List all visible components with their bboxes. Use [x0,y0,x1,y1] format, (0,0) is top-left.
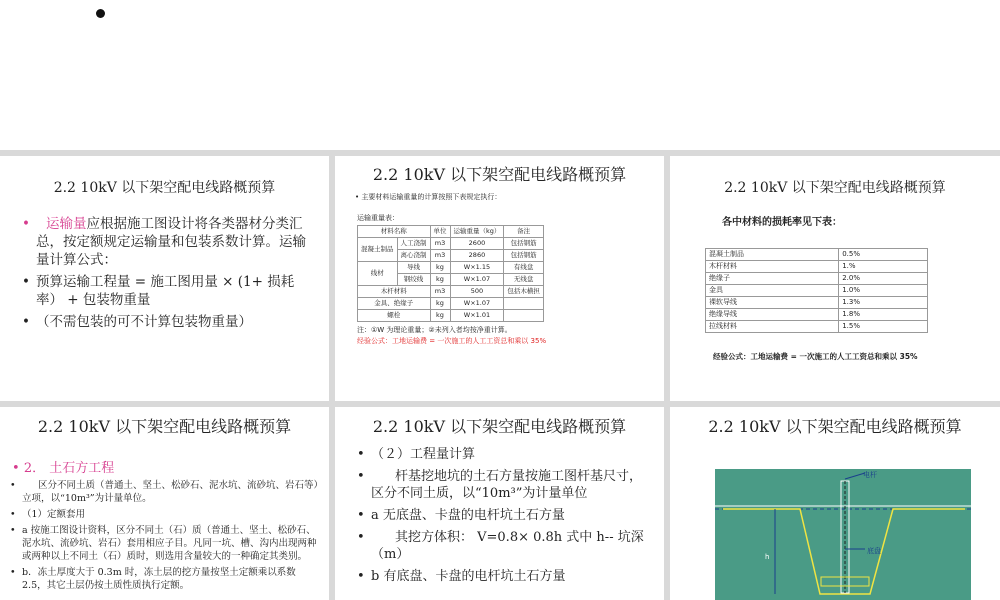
bullet-text: （不需包装的可不计算包装物重量） [36,314,252,330]
table-cell: 1.5% [839,321,928,333]
table-row [706,261,928,273]
bullet-text: 其挖方体积： V=0.8× 0.8h 式中 h-- 坑深（m） [371,530,644,562]
table-cell: 混凝土制品 [706,249,839,261]
table-cell: 1.0% [839,285,928,297]
table-row [358,238,544,250]
table-subtitle: 各中材料的损耗率见下表： [722,217,842,228]
intro-label: 主要材料运输重量的计算按照下表规定执行： [361,193,502,201]
pit-diagram-svg [715,469,971,600]
bullet-item [10,566,321,592]
table-cell: 螺栓 [358,310,431,322]
table-row [358,286,544,298]
table-header-row [358,226,544,238]
base-label: 底盘 [867,547,881,555]
table-cell: m3 [430,286,450,298]
slide-thumbnail-1[interactable] [0,156,329,401]
table-cell [504,310,544,322]
table-row [706,249,928,261]
bullet-text: b．冻土厚度大于 0.3m 时，冻土层的挖方量按坚土定额乘以系数 2.5，其它土层仍按土质性质执行定额。 [22,567,296,591]
table-note: 注：①W 为理论重量；②未列入者均按净重计算。 [357,326,512,334]
bullet-item [355,468,654,502]
table-cell: 木杆材料 [706,261,839,273]
header-cell: 备注 [504,226,544,238]
slide-title: 2.2 10kV 以下架空配电线路概预算 [37,417,292,436]
table-cell: 0.5% [839,249,928,261]
slide-title: 2.2 10kV 以下架空配电线路概预算 [708,417,962,436]
table-cell: kg [430,298,450,310]
bullet-text: a 按施工图设计资料，区分不同土（石）质（普通土、坚土、松砂石、泥水坑、流砂坑、岩石）套用相应子目。凡同一坑、槽、沟内出现两种或两种以上不同土（石）质时，则选用含量较大的一种确定其类别。 [22,525,317,562]
depth-label: h [765,553,770,561]
table-cell: 2600 [450,238,504,250]
transport-weight-table [357,225,544,322]
slide-title: 2.2 10kV 以下架空配电线路概预算 [372,165,627,184]
formula-note: 经验公式：工地运输费 = 一次施工的人工工资总和乘以 35% [357,337,547,345]
table-cell: kg [430,310,450,322]
bullet-list [20,215,315,331]
table-cell: 钢绞线 [397,274,430,286]
bullet-item [355,446,654,463]
slide-top-fragment [0,0,1000,150]
table-cell: W×1.07 [450,298,504,310]
table-cell: 无线盘 [504,274,544,286]
pit-outline [723,509,965,594]
table-cell: 离心浇制 [397,250,430,262]
table-row [706,321,928,333]
section-heading: • 2． 土石方工程 [12,461,115,476]
bullet-list [10,479,321,595]
table-cell: 裸软导线 [706,297,839,309]
slide-title: 2.2 10kV 以下架空配电线路概预算 [53,180,276,196]
bullet-list [355,446,654,585]
bullet-item [10,524,321,563]
bullet-item [355,529,654,563]
table-cell: 导线 [397,262,430,274]
bullet-text: （２）工程量计算 [371,447,476,462]
bullet-item [20,273,315,309]
header-cell: 单位 [430,226,450,238]
table-cell: 金具、绝缘子 [358,298,431,310]
table-cell: 人工浇制 [397,238,430,250]
bullet-item [355,568,654,585]
pit-diagram [715,469,971,600]
table-cell: 2.0% [839,273,928,285]
header-cell: 运输重量（kg） [450,226,504,238]
table-cell: 包括木横担 [504,286,544,298]
table-row [358,298,544,310]
bullet-text: b 有底盘、卡盘的电杆坑土石方量 [371,569,566,584]
table-cell: 绝缘子 [706,273,839,285]
slide-thumbnail-5[interactable] [335,407,664,600]
table-cell: 混凝土制品 [358,238,398,262]
table-cell: 线材 [358,262,398,286]
table-cell: kg [430,262,450,274]
table-cell: 包括钢筋 [504,238,544,250]
bullet-text: a 无底盘、卡盘的电杆坑土石方量 [371,508,565,523]
table-cell: 1.3% [839,297,928,309]
highlight-term: 运输量 [46,216,87,232]
table-row [706,285,928,297]
bullet-text: 应根据施工图设计将各类器材分类汇总，按定额规定运输量和包装系数计算。运输量计算公式： [36,216,306,268]
header-cell: 材料名称 [358,226,431,238]
table-row [706,273,928,285]
slide-thumbnail-3[interactable] [670,156,1000,401]
pole-leader [845,473,865,479]
table-cell: kg [430,274,450,286]
bullet-item [20,313,315,331]
slide-thumbnail-2[interactable] [335,156,664,401]
table-cell: W×1.01 [450,310,504,322]
table-cell: W×1.15 [450,262,504,274]
bullet-item [10,508,321,521]
table-cell: m3 [430,238,450,250]
slide-thumbnail-6[interactable] [670,407,1000,600]
table-cell: 500 [450,286,504,298]
intro-text: • 主要材料运输重量的计算按照下表规定执行： [355,193,502,201]
bullet-text: 杆基挖地坑的土石方量按施工图杆基尺寸，区分不同土质，以“10m³”为计量单位 [371,469,643,501]
table-cell: 绝缘导线 [706,309,839,321]
bullet-dot [96,9,105,18]
slide-thumbnail-4[interactable] [0,407,329,600]
pole-label: 电杆 [863,471,877,479]
bullet-text: 区分不同土质（普通土、坚土、松砂石、泥水坑、流砂坑、岩石等）立项，以“10m³”为计量单位。 [22,480,319,504]
table-cell: 有线盘 [504,262,544,274]
table-cell: 1.% [839,261,928,273]
bullet-item [10,479,321,505]
table-cell: 木杆材料 [358,286,431,298]
section-heading-text: 2． 土石方工程 [23,461,115,476]
table-cell: 金具 [706,285,839,297]
bullet-text: 预算运输工程量 = 施工图用量 × (1+ 损耗率） + 包装物重量 [36,274,295,308]
table-caption: 运输重量表： [357,214,399,222]
table-cell: 1.8% [839,309,928,321]
bullet-item [20,215,315,269]
table-row [706,309,928,321]
table-row [358,310,544,322]
table-cell: 包括钢筋 [504,250,544,262]
table-cell [504,298,544,310]
loss-rate-table [705,248,928,333]
slide-title: 2.2 10kV 以下架空配电线路概预算 [724,180,946,196]
table-cell: W×1.07 [450,274,504,286]
formula-note: 经验公式：工地运输费 = 一次施工的人工工资总和乘以 35% [713,352,918,361]
bullet-text: （1）定额套用 [22,509,86,520]
table-row [706,297,928,309]
table-cell: 2860 [450,250,504,262]
table-row [358,262,544,274]
table-cell: 拉线材料 [706,321,839,333]
bullet-item [355,507,654,524]
table-cell: m3 [430,250,450,262]
slide-title: 2.2 10kV 以下架空配电线路概预算 [372,417,627,436]
